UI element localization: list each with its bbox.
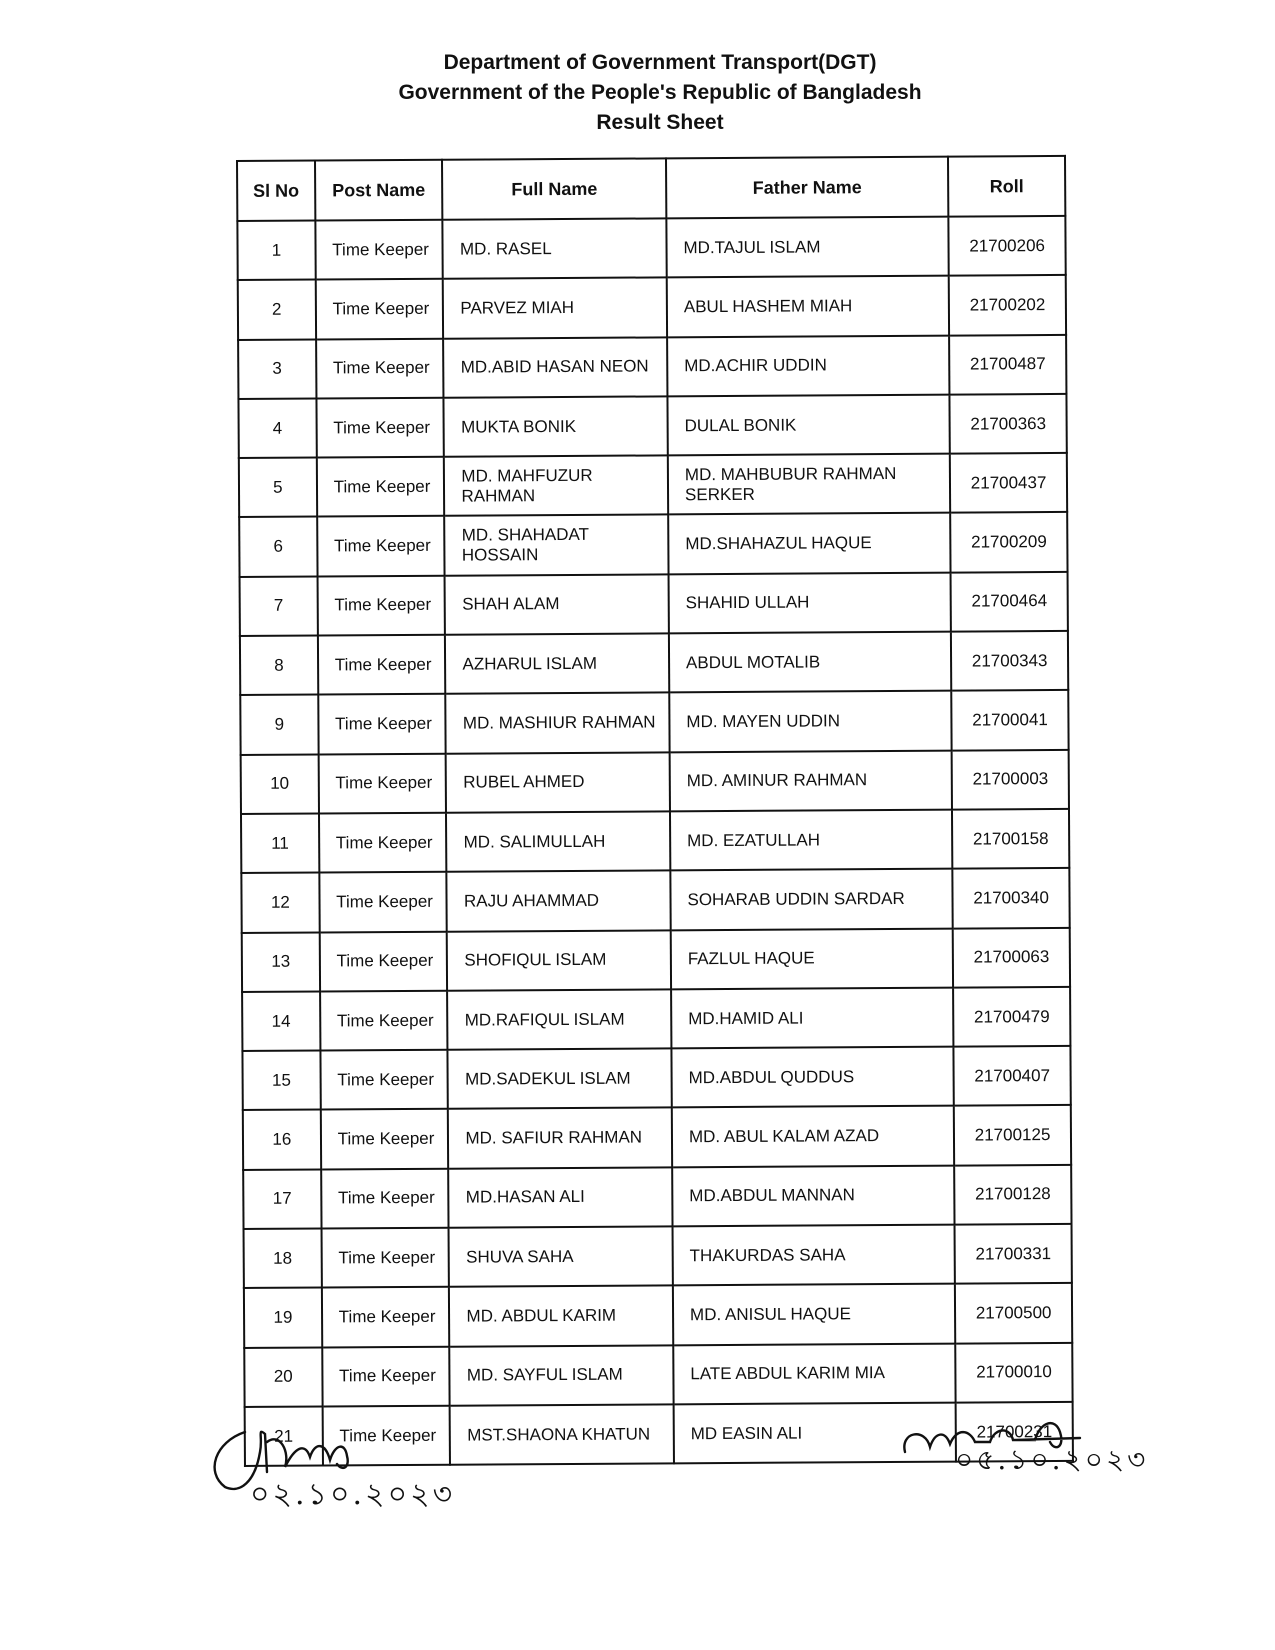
post-name-cell: Time Keeper xyxy=(318,635,446,695)
sl-no-cell: 9 xyxy=(240,695,318,755)
full-name-cell: AZHARUL ISLAM xyxy=(445,633,669,694)
full-name-cell: MD. ABDUL KARIM xyxy=(449,1286,673,1347)
col-header-post-name: Post Name xyxy=(315,160,443,221)
post-name-cell: Time Keeper xyxy=(321,1109,449,1169)
sl-no-cell: 10 xyxy=(241,754,319,814)
roll-cell: 21700479 xyxy=(953,987,1070,1047)
post-name-cell: Time Keeper xyxy=(318,753,446,813)
full-name-cell: MD. MAHFUZUR RAHMAN xyxy=(444,456,668,517)
table-row xyxy=(238,394,1066,458)
col-header-roll: Roll xyxy=(948,156,1065,217)
table-row xyxy=(237,216,1065,280)
full-name-cell: MD.RAFIQUL ISLAM xyxy=(448,989,672,1050)
father-name-cell: MD.ABDUL QUDDUS xyxy=(671,1047,954,1108)
full-name-cell: MD.SADEKUL ISLAM xyxy=(448,1049,672,1110)
roll-cell: 21700010 xyxy=(955,1343,1072,1403)
father-name-cell: MD.TAJUL ISLAM xyxy=(666,217,949,278)
sl-no-cell: 19 xyxy=(244,1288,322,1348)
post-name-cell: Time Keeper xyxy=(322,1287,450,1347)
sl-no-cell: 7 xyxy=(240,576,318,636)
sl-no-cell: 4 xyxy=(238,398,316,458)
father-name-cell: ABUL HASHEM MIAH xyxy=(667,276,950,337)
table-row xyxy=(244,1283,1072,1347)
col-header-sl-no: Sl No xyxy=(237,161,315,221)
father-name-cell: SOHARAB UDDIN SARDAR xyxy=(670,869,953,930)
post-name-cell: Time Keeper xyxy=(321,1228,449,1288)
roll-cell: 21700343 xyxy=(951,631,1068,691)
full-name-cell: MD. RASEL xyxy=(443,218,667,279)
right-signature-date: ০৫.১০.২০২৩ xyxy=(955,1443,1149,1476)
full-name-cell: SHOFIQUL ISLAM xyxy=(447,930,671,991)
roll-cell: 21700487 xyxy=(949,335,1066,395)
table-row xyxy=(242,927,1070,991)
full-name-cell: MD. SALIMULLAH xyxy=(446,811,670,872)
full-name-cell: MD. SAYFUL ISLAM xyxy=(450,1345,674,1406)
roll-cell: 21700063 xyxy=(953,927,1070,987)
roll-cell: 21700363 xyxy=(950,394,1067,454)
roll-cell: 21700128 xyxy=(954,1165,1071,1225)
post-name-cell: Time Keeper xyxy=(320,991,448,1051)
post-name-cell: Time Keeper xyxy=(315,279,443,339)
post-name-cell: Time Keeper xyxy=(321,1168,449,1228)
table-row xyxy=(244,1224,1072,1288)
table-row xyxy=(241,868,1069,932)
table-row xyxy=(244,1343,1072,1407)
sl-no-cell: 6 xyxy=(239,517,317,577)
table-row xyxy=(241,809,1069,873)
roll-cell: 21700331 xyxy=(955,1224,1072,1284)
roll-cell: 21700158 xyxy=(952,809,1069,869)
roll-cell: 21700340 xyxy=(953,868,1070,928)
roll-cell: 21700041 xyxy=(951,690,1068,750)
full-name-cell: MD. SHAHADAT HOSSAIN xyxy=(445,515,669,576)
table-row xyxy=(240,690,1068,754)
full-name-cell: RUBEL AHMED xyxy=(446,752,670,813)
roll-cell: 21700500 xyxy=(955,1283,1072,1343)
father-name-cell: MD. EZATULLAH xyxy=(670,810,953,871)
sl-no-cell: 13 xyxy=(242,932,320,992)
post-name-cell: Time Keeper xyxy=(317,576,445,636)
sl-no-cell: 18 xyxy=(244,1229,322,1289)
post-name-cell: Time Keeper xyxy=(320,1050,448,1110)
table-row xyxy=(239,512,1067,576)
full-name-cell: MD.ABID HASAN NEON xyxy=(444,337,668,398)
full-name-cell: MD. SAFIUR RAHMAN xyxy=(448,1108,672,1169)
table-row xyxy=(238,275,1066,339)
table-row xyxy=(242,987,1070,1051)
post-name-cell: Time Keeper xyxy=(316,398,444,458)
full-name-cell: RAJU AHAMMAD xyxy=(447,871,671,932)
government-title: Government of the People's Republic of Bangladesh xyxy=(398,81,922,104)
full-name-cell: MD. MASHIUR RAHMAN xyxy=(446,693,670,754)
father-name-cell: MD. MAYEN UDDIN xyxy=(669,691,952,752)
table-row xyxy=(240,572,1068,636)
col-header-full-name: Full Name xyxy=(442,158,666,219)
post-name-cell: Time Keeper xyxy=(322,1346,450,1406)
document-header xyxy=(0,48,1275,138)
father-name-cell: MD EASIN ALI xyxy=(674,1403,957,1464)
father-name-cell: MD. ABUL KALAM AZAD xyxy=(672,1106,955,1167)
sl-no-cell: 1 xyxy=(237,221,315,281)
father-name-cell: MD. AMINUR RAHMAN xyxy=(670,750,953,811)
roll-cell: 21700209 xyxy=(950,512,1067,572)
left-signature xyxy=(205,1412,465,1522)
father-name-cell: THAKURDAS SAHA xyxy=(672,1225,955,1286)
sl-no-cell: 15 xyxy=(242,1051,320,1111)
table-row xyxy=(241,750,1069,814)
full-name-cell: SHAH ALAM xyxy=(445,574,669,635)
sl-no-cell: 12 xyxy=(241,873,319,933)
father-name-cell: FAZLUL HAQUE xyxy=(671,928,954,989)
roll-cell: 21700231 xyxy=(956,1402,1073,1462)
full-name-cell: SHUVA SAHA xyxy=(449,1226,673,1287)
roll-cell: 21700125 xyxy=(954,1105,1071,1165)
sl-no-cell: 8 xyxy=(240,636,318,696)
roll-cell: 21700003 xyxy=(952,750,1069,810)
sl-no-cell: 3 xyxy=(238,339,316,399)
full-name-cell: MST.SHAONA KHATUN xyxy=(450,1404,674,1465)
table-row xyxy=(240,631,1068,695)
father-name-cell: MD.ACHIR UDDIN xyxy=(667,335,950,396)
post-name-cell: Time Keeper xyxy=(319,931,447,991)
father-name-cell: MD.HAMID ALI xyxy=(671,987,954,1048)
sheet-title: Result Sheet xyxy=(596,111,724,134)
sl-no-cell: 21 xyxy=(245,1406,323,1466)
post-name-cell: Time Keeper xyxy=(322,1406,450,1466)
table-row xyxy=(242,1046,1070,1110)
department-title: Department of Government Transport(DGT) xyxy=(443,51,877,74)
post-name-cell: Time Keeper xyxy=(319,872,447,932)
roll-cell: 21700206 xyxy=(949,216,1066,276)
post-name-cell: Time Keeper xyxy=(317,457,445,517)
full-name-cell: PARVEZ MIAH xyxy=(443,278,667,339)
roll-cell: 21700464 xyxy=(951,572,1068,632)
table-row xyxy=(239,453,1067,517)
sl-no-cell: 11 xyxy=(241,813,319,873)
table-header-row xyxy=(237,156,1065,221)
table-row xyxy=(243,1165,1071,1229)
sl-no-cell: 5 xyxy=(239,458,317,518)
post-name-cell: Time Keeper xyxy=(318,694,446,754)
result-table xyxy=(236,155,1074,1467)
post-name-cell: Time Keeper xyxy=(317,516,445,576)
full-name-cell: MD.HASAN ALI xyxy=(449,1167,673,1228)
full-name-cell: MUKTA BONIK xyxy=(444,396,668,457)
table-row xyxy=(238,335,1066,399)
father-name-cell: MD. ANISUL HAQUE xyxy=(673,1284,956,1345)
post-name-cell: Time Keeper xyxy=(316,338,444,398)
table-row xyxy=(243,1105,1071,1169)
sl-no-cell: 2 xyxy=(238,280,316,340)
roll-cell: 21700202 xyxy=(949,275,1066,335)
sl-no-cell: 20 xyxy=(244,1347,322,1407)
sl-no-cell: 17 xyxy=(243,1169,321,1229)
father-name-cell: MD.ABDUL MANNAN xyxy=(672,1165,955,1226)
right-signature xyxy=(895,1412,1149,1482)
father-name-cell: DULAL BONIK xyxy=(667,395,950,456)
father-name-cell: MD.SHAHAZUL HAQUE xyxy=(668,513,951,574)
roll-cell: 21700407 xyxy=(954,1046,1071,1106)
left-signature-date: ০২.১০.২০২৩ xyxy=(250,1477,456,1512)
father-name-cell: SHAHID ULLAH xyxy=(668,572,951,633)
roll-cell: 21700437 xyxy=(950,453,1067,513)
father-name-cell: ABDUL MOTALIB xyxy=(669,632,952,693)
father-name-cell: LATE ABDUL KARIM MIA xyxy=(673,1343,956,1404)
father-name-cell: MD. MAHBUBUR RAHMAN SERKER xyxy=(668,454,951,515)
col-header-father-name: Father Name xyxy=(666,157,949,219)
post-name-cell: Time Keeper xyxy=(315,220,443,280)
sl-no-cell: 16 xyxy=(243,1110,321,1170)
post-name-cell: Time Keeper xyxy=(319,813,447,873)
sl-no-cell: 14 xyxy=(242,991,320,1051)
